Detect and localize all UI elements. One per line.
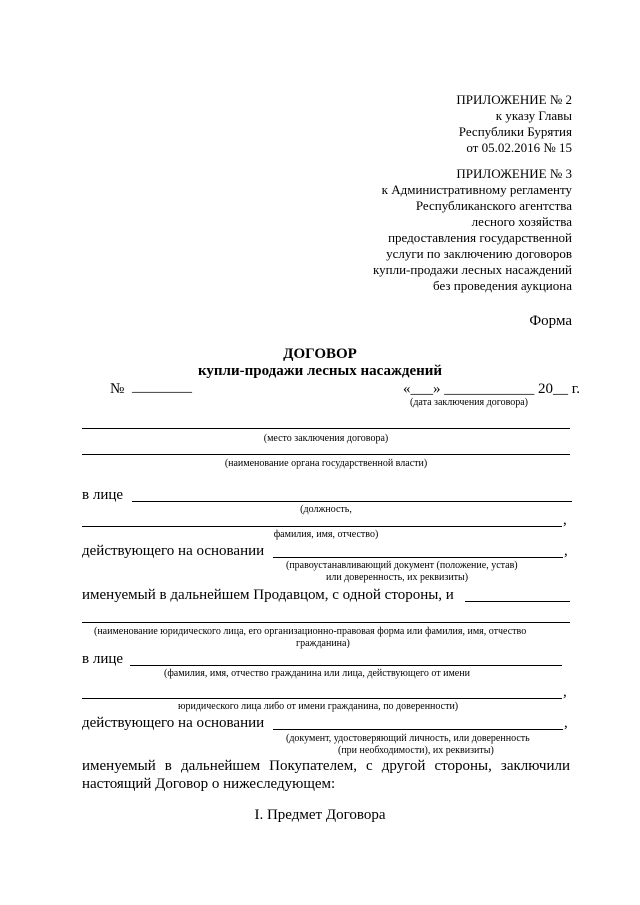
comma: , — [564, 715, 568, 731]
buyer-named-text-2: настоящий Договор о нижеследующем: — [82, 776, 336, 792]
seller-basis-label: действующего на основании — [82, 543, 265, 559]
place-line — [82, 428, 570, 429]
section-1-heading: I. Предмет Договора — [254, 807, 386, 823]
comma: , — [563, 512, 567, 528]
buyer-basis-label: действующего на основании — [82, 715, 265, 731]
buyer-basis-line — [273, 729, 563, 730]
seller-basis-caption: (правоустанавливающий документ (положение, устав) — [286, 560, 518, 571]
seller-in-person-label: в лице — [82, 487, 124, 503]
seller-position-line — [132, 501, 572, 502]
buyer-rep-line-2 — [82, 698, 562, 699]
authority-caption: (наименование органа государственной власти) — [224, 458, 428, 469]
appendix-3-line: к Административному регламенту — [381, 182, 572, 197]
buyer-name-caption: гражданина) — [296, 638, 350, 649]
place-caption: (место заключения договора) — [263, 433, 389, 444]
document-title: ДОГОВОР — [283, 346, 357, 362]
buyer-name-caption: (наименование юридического лица, его организационно-правовая форма или фамилия, имя, отчество — [94, 626, 527, 637]
appendix-3-line: Республиканского агентства — [415, 198, 572, 213]
fio-caption: фамилия, имя, отчество) — [273, 529, 379, 540]
seller-basis-line — [273, 557, 563, 558]
appendix-3-title: ПРИЛОЖЕНИЕ № 3 — [456, 166, 572, 181]
buyer-named-text: именуемый в дальнейшем Покупателем, с другой стороны, заключили — [82, 758, 570, 774]
document-subtitle: купли-продажи лесных насаждений — [197, 363, 443, 379]
comma: , — [563, 684, 567, 700]
appendix-3-line: лесного хозяйства — [471, 214, 572, 229]
buyer-basis-caption: (при необходимости), их реквизиты) — [338, 745, 494, 756]
comma: , — [564, 543, 568, 559]
position-caption: (должность, — [300, 504, 352, 515]
date-caption: (дата заключения договора) — [410, 397, 528, 408]
contract-number-field: ________ — [132, 379, 192, 395]
buyer-rep-caption: юридического лица либо от имени гражданина, по доверенности) — [178, 701, 459, 712]
appendix-3-line: без проведения аукциона — [433, 278, 572, 293]
appendix-2-title: ПРИЛОЖЕНИЕ № 2 — [456, 92, 572, 107]
appendix-2-line: к указу Главы — [495, 108, 572, 123]
appendix-2-line: от 05.02.2016 № 15 — [466, 140, 572, 155]
contract-date-field: «___» ____________ 20__ г. — [403, 381, 580, 397]
buyer-in-person-label: в лице — [82, 651, 124, 667]
buyer-basis-caption: (документ, удостоверяющий личность, или доверенность — [286, 733, 530, 744]
buyer-name-line — [82, 622, 570, 623]
appendix-3-line: предоставления государственной — [388, 230, 572, 245]
buyer-start-line — [465, 601, 570, 602]
authority-line — [82, 454, 570, 455]
buyer-rep-caption: (фамилия, имя, отчество гражданина или лица, действующего от имени — [164, 668, 470, 679]
form-label: Форма — [529, 313, 572, 329]
buyer-rep-line — [130, 665, 562, 666]
appendix-3-line: купли-продажи лесных насаждений — [373, 262, 572, 277]
seller-named-text: именуемый в дальнейшем Продавцом, с одной стороны, и — [82, 587, 454, 603]
seller-basis-caption: или доверенность, их реквизиты) — [326, 572, 469, 583]
appendix-2-line: Республики Бурятия — [458, 124, 572, 139]
appendix-3-line: услуги по заключению договоров — [386, 246, 572, 261]
seller-fio-line — [82, 526, 562, 527]
contract-number-prefix: № — [110, 381, 125, 397]
